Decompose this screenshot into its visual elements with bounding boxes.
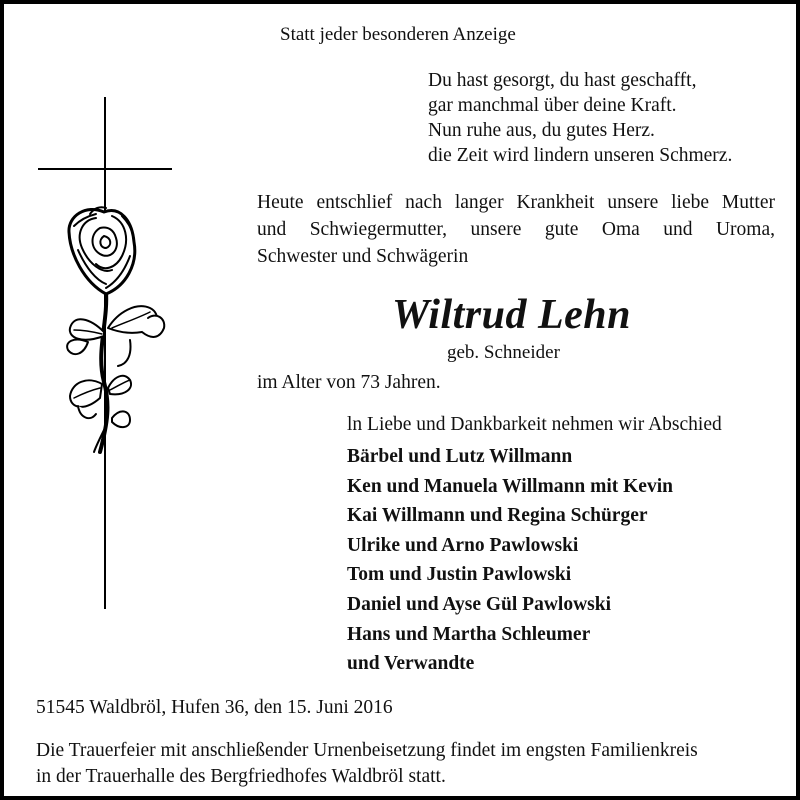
farewell-line: ln Liebe und Dankbarkeit nehmen wir Abschied: [347, 414, 722, 435]
poem-line: Du hast gesorgt, du hast geschafft,: [428, 70, 697, 91]
intro-paragraph: [257, 189, 775, 270]
poem-line: die Zeit wird lindern unseren Schmerz.: [428, 145, 733, 166]
mourner-entry: und Verwandte: [347, 653, 475, 675]
cross-icon: [38, 97, 172, 609]
intro-line: Heute entschlief nach langer Krankheit unsere liebe Mutter: [257, 192, 775, 213]
cross-rose-artwork: [34, 92, 184, 622]
mourner-entry: Ken und Manuela Willmann mit Kevin: [347, 475, 673, 497]
mourner-entry: Ulrike und Arno Pawlowski: [347, 534, 579, 556]
mourner-entry: Daniel und Ayse Gül Pawlowski: [347, 593, 612, 615]
mourner-entry: Bärbel und Lutz Willmann: [347, 446, 573, 467]
rose-icon: [67, 207, 164, 452]
service-info: [36, 738, 698, 790]
mourner-entry: Hans und Martha Schleumer: [347, 623, 591, 645]
mourner-entry: Kai Willmann und Regina Schürger: [347, 505, 648, 527]
deceased-name: Wiltrud Lehn: [392, 292, 632, 338]
notice-header: Statt jeder besonderen Anzeige: [280, 24, 516, 45]
birth-name: geb. Schneider: [447, 342, 560, 363]
intro-line: und Schwiegermutter, unsere gute Oma und Uroma,: [257, 219, 775, 240]
poem: [428, 68, 732, 168]
intro-line: Schwester und Schwägerin: [257, 246, 469, 267]
mourners-list: [347, 442, 673, 679]
service-line: in der Trauerhalle des Bergfriedhofes Waldbröl statt.: [36, 766, 446, 787]
poem-line: Nun ruhe aus, du gutes Herz.: [428, 120, 655, 141]
mourner-entry: Tom und Justin Pawlowski: [347, 564, 572, 586]
age-text: im Alter von 73 Jahren.: [257, 372, 441, 393]
service-line: Die Trauerfeier mit anschließender Urnenbeisetzung findet im engsten Familienkreis: [36, 740, 698, 761]
place-date: 51545 Waldbröl, Hufen 36, den 15. Juni 2016: [36, 697, 393, 718]
poem-line: gar manchmal über deine Kraft.: [428, 95, 677, 116]
